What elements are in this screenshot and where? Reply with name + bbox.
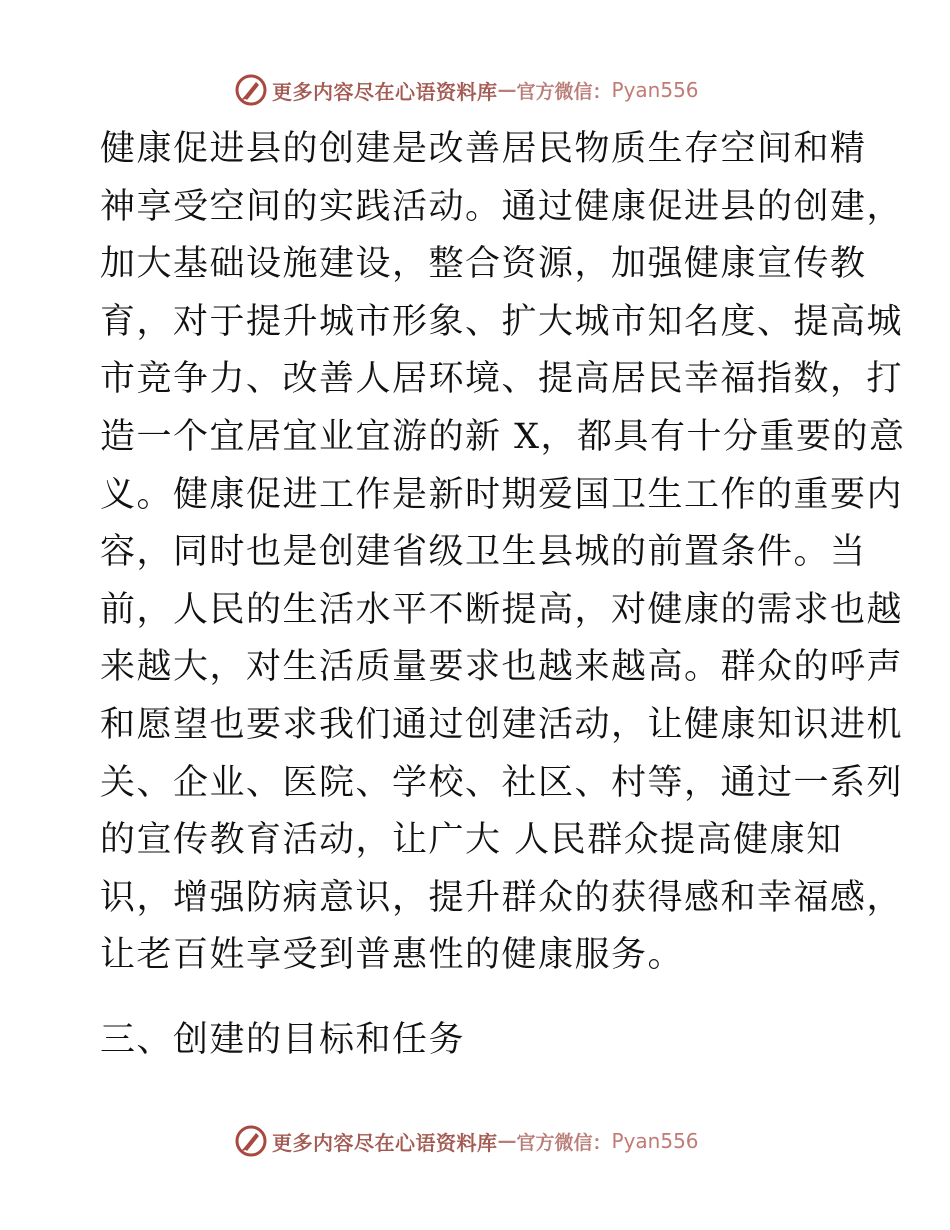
body-line: 市竞争力、改善人居环境、提高居民幸福指数，打 (100, 359, 904, 400)
body-line: 健康促进县的创建是改善居民物质生存空间和精 (100, 129, 867, 169)
body-line: 育，对于提升城市形象、扩大城市知名度、提高城 (100, 301, 904, 342)
footer-brand-text: 更多内容尽在心语资料库 (272, 1130, 498, 1155)
section-heading: 三、创建的目标和任务 (100, 1020, 466, 1060)
brand-logo-icon (234, 1124, 268, 1158)
body-line: 的宣传教育活动，让广大 人民群众提高健康知 (100, 820, 843, 861)
header-wechat-label: 官方微信： (516, 80, 612, 103)
body-line: 识，增强防病意识，提升群众的获得感和幸福感， (100, 877, 904, 918)
body-line: 造一个宜居宜业宜游的新 X，都具有十分重要的意 (100, 416, 906, 457)
body-line: 义。健康促进工作是新时期爱国卫生工作的重要内 (100, 474, 904, 515)
header-dash: — (497, 79, 517, 101)
body-line: 容，同时也是创建省级卫生县城的前置条件。当 (100, 532, 867, 573)
footer-banner (234, 1124, 699, 1158)
body-line: 和愿望也要求我们通过创建活动，让健康知识进机 (100, 704, 904, 745)
body-paragraph (100, 121, 906, 985)
body-line: 加大基础设施建设，整合资源，加强健康宣传教 (100, 244, 867, 285)
footer-wechat-label: 官方微信： (516, 1131, 612, 1154)
header-banner (234, 73, 699, 107)
body-line: 让老百姓享受到普惠性的健康服务。 (100, 935, 685, 976)
header-brand-text: 更多内容尽在心语资料库 (272, 79, 498, 104)
footer-dash: — (497, 1130, 517, 1152)
body-line: 关、企业、医院、学校、社区、村等，通过一系列 (100, 762, 904, 803)
header-wechat-id: Pyan556 (611, 78, 699, 102)
footer-wechat-id: Pyan556 (611, 1129, 699, 1153)
body-line: 前，人民的生活水平不断提高，对健康的需求也越 (100, 589, 904, 630)
body-line: 来越大，对生活质量要求也越来越高。群众的呼声 (100, 647, 904, 688)
brand-logo-icon (234, 73, 268, 107)
body-line: 神享受空间的实践活动。通过健康促进县的创建， (100, 186, 904, 227)
